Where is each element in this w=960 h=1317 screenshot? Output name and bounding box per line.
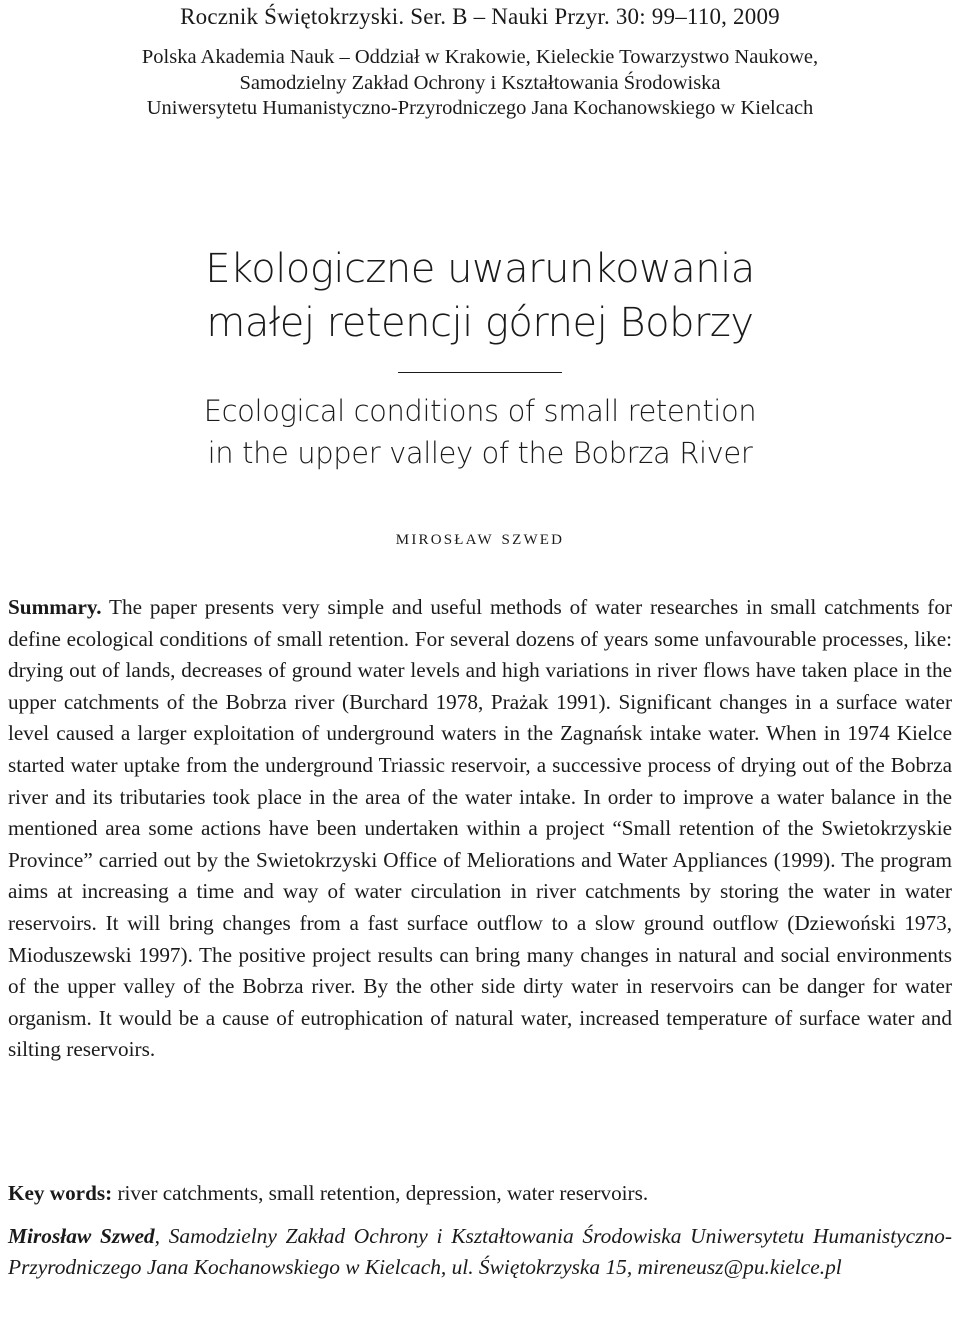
journal-citation: Rocznik Świętokrzyski. Ser. B – Nauki Przyr. 30: 99–110, 2009	[180, 4, 780, 29]
keywords-line	[8, 1178, 952, 1209]
summary-text: The paper presents very simple and useful methods of water researches in small catchments for define ecological conditions of small retention. For several dozens of years some unfavourable processes, like: drying out of lands, decreases of ground water levels and high variations in river flows have taken place in the upper catchments of the Bobrza river (Burchard 1978, Prażak 1991). Significant changes in a surface water level caused a larger exploitation of underground waters in the Zagnańsk intake water. When in 1974 Kielce started water uptake from the underground Triassic reservoir, a successive process of drying out of the Bobrza river and its tributaries took place in the area of the water intake. In order to improve a water balance in the mentioned area some actions have been undertaken within a project “Small retention of the Swietokrzyskie Province” carried out by the Swietokrzyski Office of Meliorations and Water Appliances (1999). The program aims at increasing a time and way of water circulation in river catchments by storing the water in water reservoirs. It will bring changes from a fast surface outflow to a slow ground outflow (Dziewoński 1973, Mioduszewski 1997). The positive project results can bring many changes in natural and social environments of the upper valley of the Bobrza river. By the other side dirty water in reservoirs can be danger for water organism. It would be a cause of eutrophication of natural water, increased temperature of surface water and silting reservoirs.	[8, 595, 952, 1062]
author-affiliation-note	[8, 1221, 952, 1283]
summary-paragraph	[8, 592, 952, 1066]
summary-label: Summary.	[8, 595, 102, 619]
polish-title-line-2: małej retencji górnej Bobrzy	[206, 300, 754, 346]
author-info-name: Mirosław Szwed	[8, 1224, 155, 1248]
english-title-line-1: Ecological conditions of small retention	[203, 394, 757, 428]
author-name: mirosław szwed	[395, 524, 565, 549]
affiliation-line-2: Samodzielny Zakład Ochrony i Kształtowania Środowiska	[239, 72, 721, 94]
english-title-line-2: in the upper valley of the Bobrza River	[207, 436, 753, 470]
polish-title-line-1: Ekologiczne uwarunkowania	[205, 246, 755, 292]
keywords-label: Key words:	[8, 1181, 113, 1205]
title-divider	[398, 372, 562, 373]
author-info-text: , Samodzielny Zakład Ochrony i Kształtowania Środowiska Uniwersytetu Humanistyczno-Przyrodniczego Jana Kochanowskiego w Kielcach, ul. Świętokrzyska 15, mireneusz@pu.kielce.pl	[8, 1224, 952, 1280]
keywords-text: river catchments, small retention, depression, water reservoirs.	[112, 1181, 649, 1205]
affiliation-line-1: Polska Akademia Nauk – Oddział w Krakowie, Kieleckie Towarzystwo Naukowe,	[141, 46, 819, 68]
affiliation-line-3: Uniwersytetu Humanistyczno-Przyrodniczego Jana Kochanowskiego w Kielcach	[146, 97, 814, 119]
